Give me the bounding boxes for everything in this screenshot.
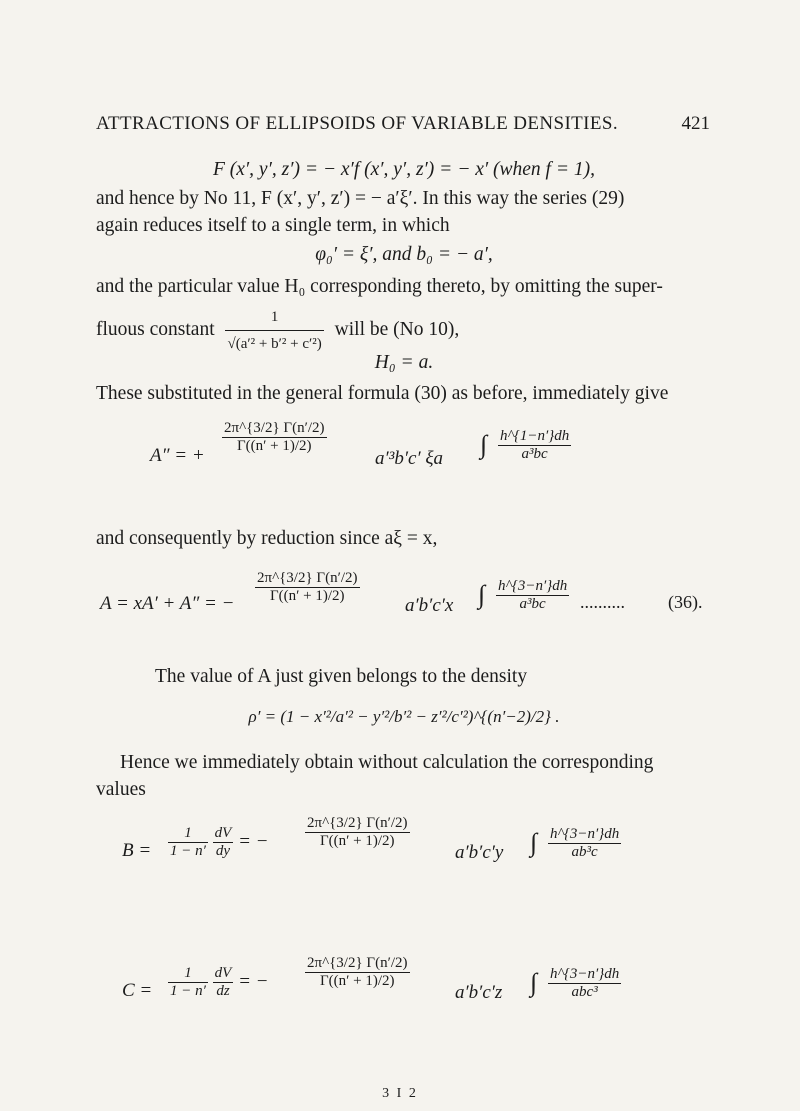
equation-B-body: a′b′c′y — [455, 842, 504, 863]
integral-3 — [548, 826, 621, 861]
integral-numerator: h^{3−n′}dh — [550, 966, 620, 982]
paragraph-line-fraction — [96, 304, 712, 352]
integral-denominator: a³bc — [521, 446, 548, 462]
equation-C-body: a′b′c′z — [455, 982, 503, 1003]
equation-phi: φ₀′ = ξ′, and b₀ = − a′, — [315, 244, 493, 265]
equation-C-lhs: C = — [122, 980, 153, 1001]
fraction-numerator: 1 — [225, 304, 323, 331]
gamma-numerator: 2π^{3/2} Γ(n′/2) — [257, 570, 358, 586]
paragraph-line: and the particular value H₀ corresponding thereto, by omitting the super- — [96, 276, 663, 297]
integral-4 — [548, 966, 621, 1001]
integral-sign: ∫ — [530, 828, 538, 857]
equation-F: F (x′, y′, z′) = − x′f (x′, y′, z′) = − x′ (when f = 1), — [212, 159, 596, 180]
gamma-fraction-1 — [222, 420, 327, 455]
equation-A-body: a′b′c′x — [405, 595, 454, 616]
equation-A-double-prime-lhs: A″ = + — [150, 445, 205, 466]
running-header — [96, 113, 710, 137]
dV-dz-fraction: $\frac{1}{1 - n'}$ $\frac{dV}{dz}$ = − — [170, 965, 269, 999]
integral-numerator: h^{3−n′}dh — [550, 826, 620, 842]
dV-dy-fraction: $\frac{1}{1 - n'}$ $\frac{dV}{dy}$ = − — [170, 825, 269, 859]
equation-H0: H₀ = a. — [374, 352, 434, 373]
integral-denominator: abc³ — [571, 984, 598, 1000]
gamma-denominator: Γ((n′ + 1)/2) — [319, 833, 395, 849]
gamma-fraction-2 — [255, 570, 360, 605]
text-fluous: fluous constant — [96, 318, 215, 340]
gamma-fraction-3 — [305, 815, 410, 850]
paragraph-line: Hence we immediately obtain without calculation the corresponding — [120, 752, 654, 773]
paragraph-line: These substituted in the general formula (30) as before, immediately give — [96, 383, 669, 404]
paragraph-line: and consequently by reduction since aξ = x, — [96, 528, 438, 549]
integral-sign: ∫ — [478, 580, 486, 609]
density-equation: ρ′ = (1 − x′²/a′² − y′²/b′² − z′²/c′²)^{(n′−2)/2} . — [248, 707, 560, 726]
gamma-numerator: 2π^{3/2} Γ(n′/2) — [307, 815, 408, 831]
signature-mark: 3 I 2 — [382, 1086, 418, 1101]
integral-sign: ∫ — [530, 968, 538, 997]
fraction-denominator: √(a′² + b′² + c′²) — [227, 336, 322, 352]
equation-number: (36). — [668, 592, 703, 612]
integral-numerator: h^{3−n′}dh — [498, 578, 568, 594]
paragraph-line: values — [96, 779, 146, 800]
integral-numerator: h^{1−n′}dh — [500, 428, 570, 444]
page-number: 421 — [681, 113, 710, 134]
gamma-fraction-4 — [305, 955, 410, 990]
dot-leader: .......... — [580, 592, 625, 612]
integral-sign: ∫ — [480, 430, 488, 459]
integral-1 — [498, 428, 571, 463]
gamma-numerator: 2π^{3/2} Γ(n′/2) — [307, 955, 408, 971]
equation-A-lhs: A = xA′ + A″ = − — [100, 593, 235, 614]
text-will-be: will be (No 10), — [334, 318, 460, 340]
gamma-numerator: 2π^{3/2} Γ(n′/2) — [224, 420, 325, 436]
paragraph-line: The value of A just given belongs to the density — [155, 666, 528, 687]
integral-denominator: a³bc — [519, 596, 546, 612]
integral-denominator: ab³c — [571, 844, 598, 860]
gamma-denominator: Γ((n′ + 1)/2) — [269, 588, 345, 604]
paragraph-line: and hence by No 11, F (x′, y′, z′) = − a′ξ′. In this way the series (29) — [96, 188, 625, 209]
equation-B-lhs: B = — [122, 840, 152, 861]
gamma-denominator: Γ((n′ + 1)/2) — [319, 973, 395, 989]
equation-A-double-prime-body: a′³b′c′ ξa — [375, 448, 443, 469]
header-title: ATTRACTIONS OF ELLIPSOIDS OF VARIABLE DENSITIES. — [96, 113, 619, 134]
integral-2 — [496, 578, 569, 613]
paragraph-line: again reduces itself to a single term, in which — [96, 215, 450, 236]
gamma-denominator: Γ((n′ + 1)/2) — [236, 438, 312, 454]
